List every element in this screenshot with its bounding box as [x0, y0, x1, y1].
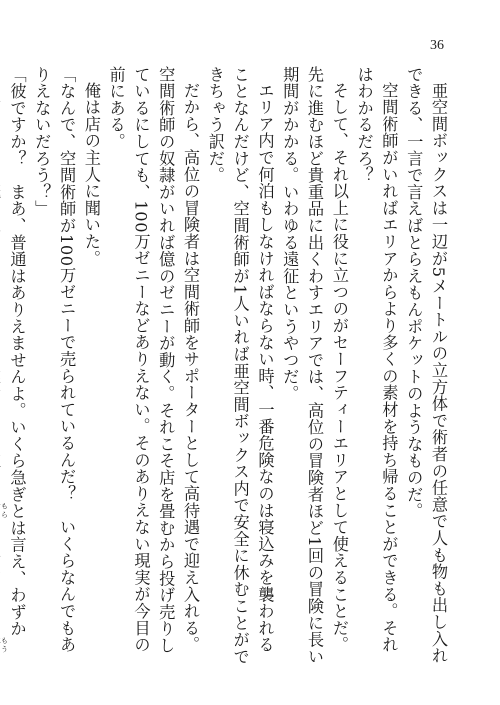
- body-text: [0, 66, 450, 666]
- paragraph: 俺は店の主人に聞いた。: [81, 82, 101, 267]
- dialogue-paragraph: [0, 66, 28, 666]
- dialogue-paragraph: 「なんで、空間術師が100万ゼニーで売られているんだ？ いくらなんでもありえないだろう？」: [32, 66, 77, 654]
- text-segment: [0, 519, 1, 637]
- paragraph: そして、それ以上に役に立つのがセーフティーエリアとして使えることだ。先に進むほど貴重品に出くわすエリアでは、高位の冒険者ほど1回の冒険に長い期間がかかる。いわゆる遠征というやつだ。: [280, 66, 349, 665]
- page-number: 36: [430, 38, 444, 53]
- paragraph: エリア内で何泊もしなければならない時、一番危険なのは寝込みを襲われることなんだけど、空間術師が1人いれば亜空間ボックス内で安全に休むことができちゃう訳だ。: [205, 66, 275, 665]
- ruby-reading: もう: [0, 636, 9, 654]
- ruby-reading: もら: [0, 501, 9, 519]
- paragraph: 空間術師がいればエリアからより多くの素材を持ち帰ることができる。それはわかるだろ？: [354, 66, 399, 654]
- paragraph: 亜空間ボックスは一辺が5メートルの立方体で術者の任意で人も物も出し入れできる、一言で言えばとらえもんポケットのようなものだ。: [404, 66, 448, 665]
- ruby-word: [0, 501, 9, 519]
- paragraph: だから、高位の冒険者は空間術師をサポーターとして高待遇で迎え入れる。空間術師の奴隷がいれば億のゼニーが動く。それこそ店を畳むから投げ売りしているにしても、100万ゼニーなどありえない。そのありえない現実が今目の前にある。: [106, 66, 201, 654]
- text-segment: 「彼ですか？ まあ、普通はありえませんよ。いくら急ぎとは言え、わずか: [7, 66, 27, 638]
- ruby-word: [0, 636, 9, 654]
